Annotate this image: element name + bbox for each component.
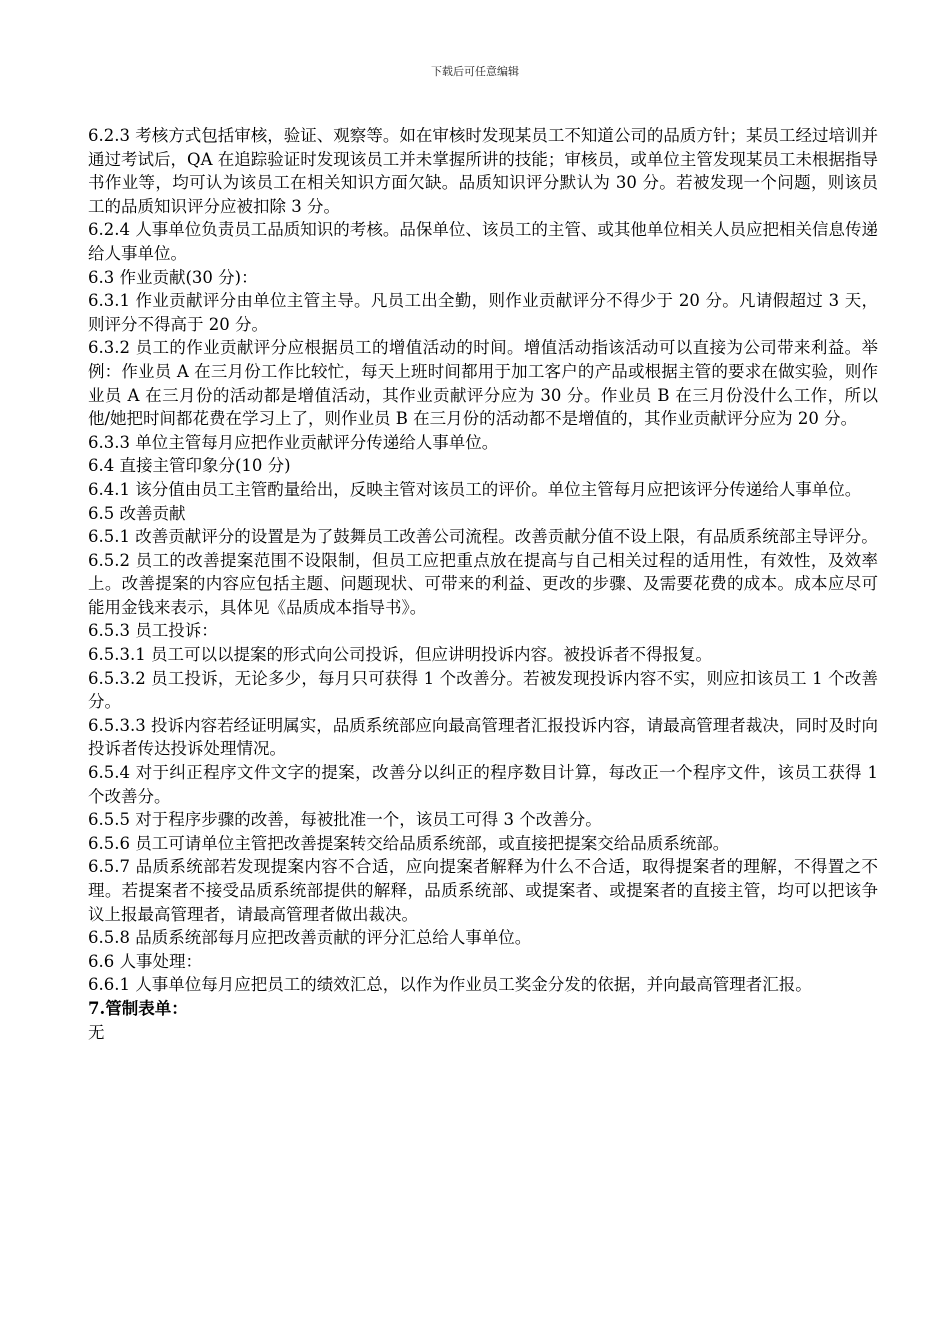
paragraph-6-5-4: 6.5.4 对于纠正程序文件文字的提案，改善分以纠正的程序数目计算，每改正一个程序文件，该员工获得 1 个改善分。 — [88, 763, 878, 806]
document-body — [88, 124, 878, 1044]
paragraph-6-3-1: 6.3.1 作业贡献评分由单位主管主导。凡员工出全勤，则作业贡献评分不得少于 20 分。凡请假超过 3 天，则评分不得高于 20 分。 — [88, 291, 878, 334]
paragraph-6-5-6: 6.5.6 员工可请单位主管把改善提案转交给品质系统部，或直接把提案交给品质系统部。 — [88, 833, 730, 853]
paragraph-6-2-3: 6.2.3 考核方式包括审核，验证、观察等。如在审核时发现某员工不知道公司的品质方针；某员工经过培训并通过考试后，QA 在追踪验证时发现该员工并未掌握所讲的技能；审核员，或单位主管发现某员工未根据指导书作业等，均可认为该员工在相关知识方面欠缺。品质知识评分默认为 30 分。若被发现一个问题，则该员工的品质知识评分应被扣除 3 分。 — [88, 126, 878, 216]
section-6-4-heading: 6.4 直接主管印象分(10 分) — [88, 456, 291, 476]
section-7-body: 无 — [88, 1022, 105, 1042]
paragraph-6-5-3-1: 6.5.3.1 员工可以以提案的形式向公司投诉，但应讲明投诉内容。被投诉者不得报复。 — [88, 645, 712, 665]
paragraph-6-5-3-2: 6.5.3.2 员工投诉，无论多少，每月只可获得 1 个改善分。若被发现投诉内容不实，则应扣该员工 1 个改善分。 — [88, 668, 878, 712]
paragraph-6-2-4: 6.2.4 人事单位负责员工品质知识的考核。品保单位、该员工的主管、或其他单位相关人员应把相关信息传递给人事单位。 — [88, 220, 878, 263]
paragraph-6-5-3-3: 6.5.3.3 投诉内容若经证明属实，品质系统部应向最高管理者汇报投诉内容，请最高管理者裁决，同时及时向投诉者传达投诉处理情况。 — [88, 715, 878, 759]
paragraph-6-5-5: 6.5.5 对于程序步骤的改善，每被批准一个，该员工可得 3 个改善分。 — [88, 810, 602, 830]
section-6-5-heading: 6.5 改善贡献 — [88, 503, 186, 523]
paragraph-6-5-2: 6.5.2 员工的改善提案范围不设限制，但员工应把重点放在提高与自己相关过程的适用性，有效性，及效率上。改善提案的内容应包括主题、问题现状、可带来的利益、更改的步骤、及需要花费的成本。成本应尽可能用金钱来表示，具体见《品质成本指导书》。 — [88, 550, 878, 617]
paragraph-6-3-2: 6.3.2 员工的作业贡献评分应根据员工的增值活动的时间。增值活动指该活动可以直接为公司带来利益。举例：作业员 A 在三月份工作比较忙，每天上班时间都用于加工客户的产品或根据主管的要求在做实验，则作业员 A 在三月份的活动都是增值活动，其作业贡献评分应为 30 分。作业员 B 在三月份没什么工作，所以他/她把时间都花费在学习上了，则作业员 B 在三月份的活动都不是增值的，其作业贡献评分应为 20 分。 — [88, 338, 878, 429]
section-6-6-heading: 6.6 人事处理： — [88, 951, 202, 971]
section-6-5-3-heading: 6.5.3 员工投诉： — [88, 621, 218, 641]
section-7-heading: 7.管制表单： — [88, 998, 188, 1018]
section-6-3-heading: 6.3 作业贡献(30 分)： — [88, 267, 258, 287]
header-note: 下载后可任意编辑 — [431, 65, 519, 78]
paragraph-6-5-7: 6.5.7 品质系统部若发现提案内容不合适，应向提案者解释为什么不合适，取得提案者的理解，不得置之不理。若提案者不接受品质系统部提供的解释，品质系统部、或提案者、或提案者的直接主管，均可以把该争议上报最高管理者，请最高管理者做出裁决。 — [88, 857, 878, 924]
paragraph-6-3-3: 6.3.3 单位主管每月应把作业贡献评分传递给人事单位。 — [88, 432, 499, 452]
paragraph-6-4-1: 6.4.1 该分值由员工主管酌量给出，反映主管对该员工的评价。单位主管每月应把该评分传递给人事单位。 — [88, 479, 862, 499]
paragraph-6-5-8: 6.5.8 品质系统部每月应把改善贡献的评分汇总给人事单位。 — [88, 928, 532, 948]
paragraph-6-5-1: 6.5.1 改善贡献评分的设置是为了鼓舞员工改善公司流程。改善贡献分值不设上限，有品质系统部主导评分。 — [88, 527, 878, 547]
paragraph-6-6-1: 6.6.1 人事单位每月应把员工的绩效汇总，以作为作业员工奖金分发的依据，并向最高管理者汇报。 — [88, 975, 812, 995]
